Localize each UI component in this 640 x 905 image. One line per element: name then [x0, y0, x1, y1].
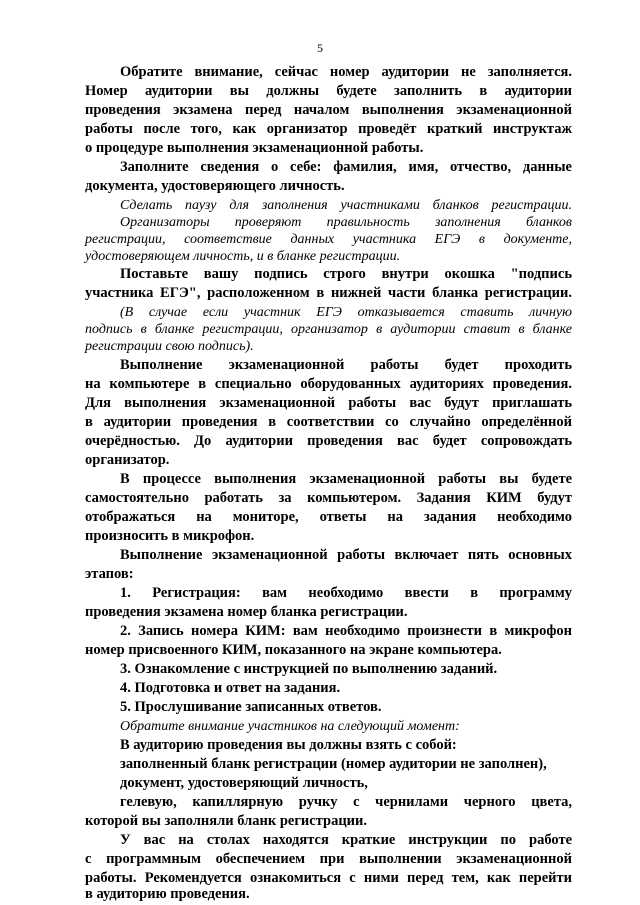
list-item-continuation: проведения экзамена номер бланка регистрации. [85, 604, 408, 620]
text-line: В аудиторию проведения вы должны взять с собой: [120, 737, 457, 753]
text-line: в аудитории проведения в соответствии со случайно определённой [85, 414, 572, 430]
text-line: участника ЕГЭ", расположенном в нижней части бланка регистрации. [85, 285, 572, 301]
text-line: в аудиторию проведения. [85, 886, 250, 902]
instruction-line: регистрации свою подпись). [85, 339, 254, 354]
text-line: Для выполнения экзаменационной работы вас будут приглашать [85, 395, 572, 411]
instruction-line: регистрации, соответствие данных участника ЕГЭ в документе, [85, 232, 572, 247]
text-line: гелевую, капиллярную ручку с чернилами черного цвета, [120, 794, 572, 810]
list-item-continuation: номер присвоенного КИМ, показанного на экране компьютера. [85, 642, 502, 658]
text-line: Поставьте вашу подпись строго внутри окошка "подпись [120, 266, 572, 282]
list-item: 2. Запись номера КИМ: вам необходимо произнести в микрофон [120, 623, 572, 639]
text-line: В процессе выполнения экзаменационной работы вы будете [120, 471, 572, 487]
instruction-line: удостоверяющем личность, и в бланке регистрации. [85, 249, 401, 264]
text-line: Заполните сведения о себе: фамилия, имя, отчество, данные [120, 159, 572, 175]
text-line: произносить в микрофон. [85, 528, 255, 544]
list-item: 4. Подготовка и ответ на задания. [120, 680, 341, 696]
text-line: работы. Рекомендуется ознакомиться с ними перед тем, как перейти [85, 870, 572, 886]
text-line: организатор. [85, 452, 170, 468]
instruction-line: Организаторы проверяют правильность заполнения бланков [120, 215, 572, 230]
text-line: отображаться на мониторе, ответы на задания необходимо [85, 509, 572, 525]
text-line: о процедуре выполнения экзаменационной работы. [85, 140, 424, 156]
text-line: очерёдностью. До аудитории проведения вас будет сопровождать [85, 433, 572, 449]
text-line: У вас на столах находятся краткие инструкции по работе [120, 832, 572, 848]
text-line: заполненный бланк регистрации (номер аудитории не заполнен), [120, 756, 547, 772]
text-line: Выполнение экзаменационной работы включает пять основных [120, 547, 572, 563]
list-item: 1. Регистрация: вам необходимо ввести в программу [120, 585, 572, 601]
text-line: Выполнение экзаменационной работы будет проходить [120, 357, 572, 373]
instruction-line: Обратите внимание участников на следующий момент: [120, 719, 460, 734]
text-line: работы после того, как организатор проведёт краткий инструктаж [85, 121, 572, 137]
text-line: которой вы заполняли бланк регистрации. [85, 813, 368, 829]
text-line: на компьютере в специально оборудованных аудиториях проведения. [85, 376, 572, 392]
page-number: 5 [317, 41, 323, 55]
text-line: Обратите внимание, сейчас номер аудитории не заполняется. [120, 64, 572, 80]
instruction-line: (В случае если участник ЕГЭ отказывается ставить личную [120, 305, 572, 320]
text-line: Номер аудитории вы должны будете заполнить в аудитории [85, 83, 572, 99]
text-line: этапов: [85, 566, 134, 582]
instruction-line: подпись в бланке регистрации, организатор в аудитории ставит в бланке [85, 322, 572, 337]
text-line: документ, удостоверяющий личность, [120, 775, 368, 791]
text-line: с программным обеспечением при выполнении экзаменационной [85, 851, 572, 867]
instruction-line: Сделать паузу для заполнения участниками бланков регистрации. [120, 198, 572, 213]
text-line: документа, удостоверяющего личность. [85, 178, 345, 194]
list-item: 5. Прослушивание записанных ответов. [120, 699, 382, 715]
text-line: самостоятельно работать за компьютером. Задания КИМ будут [85, 490, 572, 506]
list-item: 3. Ознакомление с инструкцией по выполнению заданий. [120, 661, 498, 677]
text-line: проведения экзамена перед началом выполнения экзаменационной [85, 102, 572, 118]
